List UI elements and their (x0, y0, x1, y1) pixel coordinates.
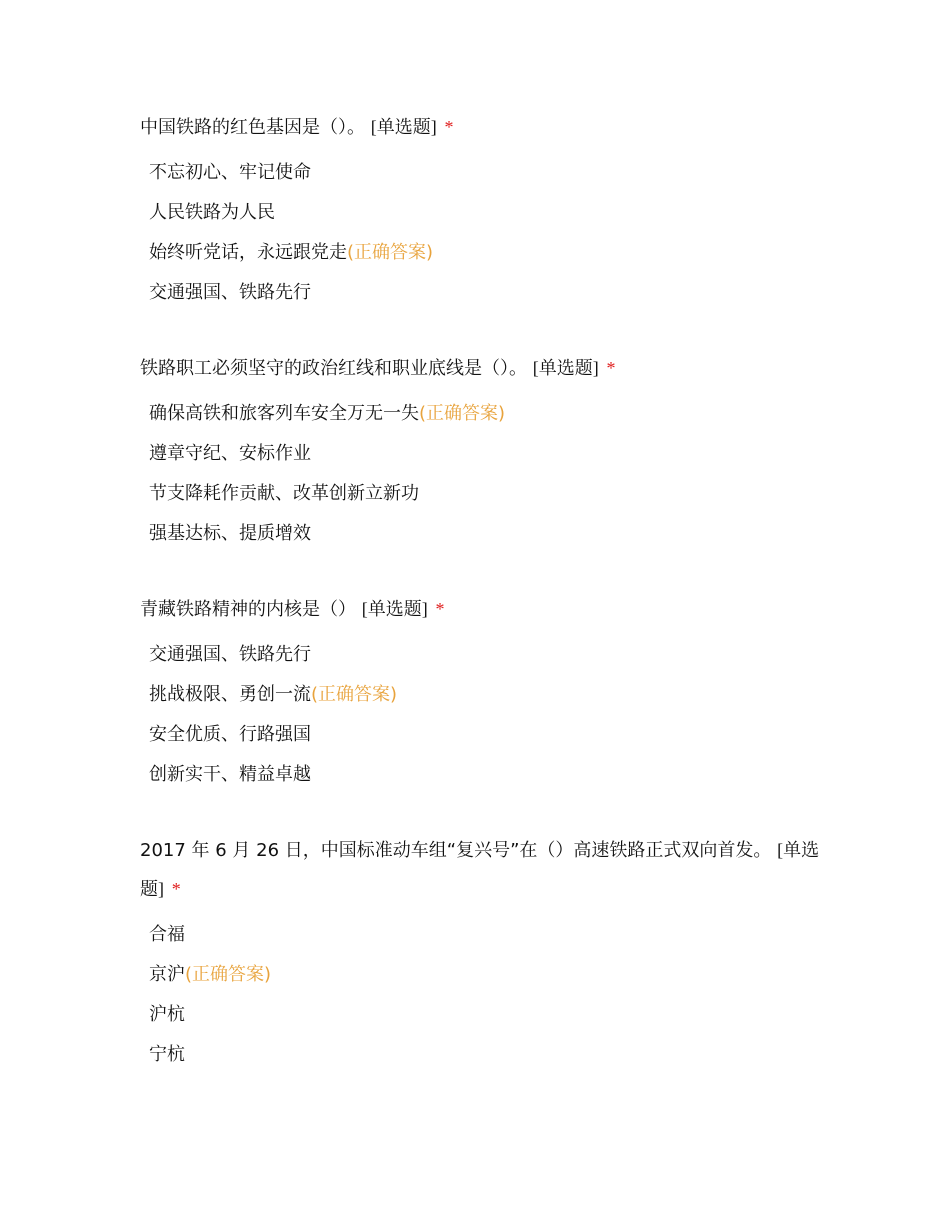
question-type-tag: [单选题] (370, 117, 437, 137)
question-text: 青藏铁路精神的内核是（） (140, 599, 356, 620)
option-b[interactable] (140, 675, 820, 715)
option-text: 交通强国、铁路先行 (149, 644, 311, 665)
option-text: 京沪 (149, 964, 185, 985)
question-text: 铁路职工必须坚守的政治红线和职业底线是（）。 (140, 358, 527, 379)
question-list (140, 108, 820, 1111)
option-text: 创新实干、精益卓越 (149, 764, 311, 785)
option-text: 交通强国、铁路先行 (149, 282, 311, 303)
option-c[interactable] (140, 233, 820, 273)
option-a[interactable] (140, 153, 820, 193)
option-text: 沪杭 (149, 1004, 185, 1025)
question-title (140, 349, 820, 388)
question-type-tag: [单选题] (361, 599, 428, 619)
option-text: 节支降耗作贡献、改革创新立新功 (149, 483, 419, 504)
option-a[interactable] (140, 635, 820, 675)
option-c[interactable] (140, 995, 820, 1035)
question-2 (140, 349, 820, 554)
question-title (140, 108, 820, 147)
option-text: 人民铁路为人民 (149, 202, 275, 223)
question-3 (140, 590, 820, 795)
option-a[interactable] (140, 915, 820, 955)
option-d[interactable] (140, 1035, 820, 1075)
option-b[interactable] (140, 955, 820, 995)
option-b[interactable] (140, 193, 820, 233)
required-mark: * (444, 117, 454, 137)
correct-answer-label: (正确答案) (419, 403, 506, 424)
option-text: 确保高铁和旅客列车安全万无一失 (149, 403, 419, 424)
question-type-tag: [单选题] (532, 358, 599, 378)
required-mark: * (435, 599, 445, 619)
question-text: 中国铁路的红色基因是（）。 (140, 117, 365, 138)
option-c[interactable] (140, 715, 820, 755)
option-d[interactable] (140, 755, 820, 795)
correct-answer-label: (正确答案) (311, 684, 398, 705)
option-b[interactable] (140, 434, 820, 474)
required-mark: * (606, 358, 616, 378)
option-text: 宁杭 (149, 1044, 185, 1065)
option-text: 挑战极限、勇创一流 (149, 684, 311, 705)
option-c[interactable] (140, 474, 820, 514)
option-text: 不忘初心、牢记使命 (149, 162, 311, 183)
option-text: 安全优质、行路强国 (149, 724, 311, 745)
question-type-tag: [单选题] (140, 840, 820, 899)
correct-answer-label: (正确答案) (347, 242, 434, 263)
option-text: 始终听党话，永远跟党走 (149, 242, 347, 263)
option-d[interactable] (140, 273, 820, 313)
question-1 (140, 108, 820, 313)
option-d[interactable] (140, 514, 820, 554)
option-text: 合福 (149, 924, 185, 945)
option-text: 遵章守纪、安标作业 (149, 443, 311, 464)
question-4 (140, 831, 820, 1075)
question-title (140, 831, 820, 909)
required-mark: * (171, 879, 181, 899)
correct-answer-label: (正确答案) (185, 964, 272, 985)
question-title (140, 590, 820, 629)
option-text: 强基达标、提质增效 (149, 523, 311, 544)
option-a[interactable] (140, 394, 820, 434)
question-text: 2017 年 6 月 26 日，中国标准动车组“复兴号”在（）高速铁路正式双向首发。 (140, 840, 772, 861)
